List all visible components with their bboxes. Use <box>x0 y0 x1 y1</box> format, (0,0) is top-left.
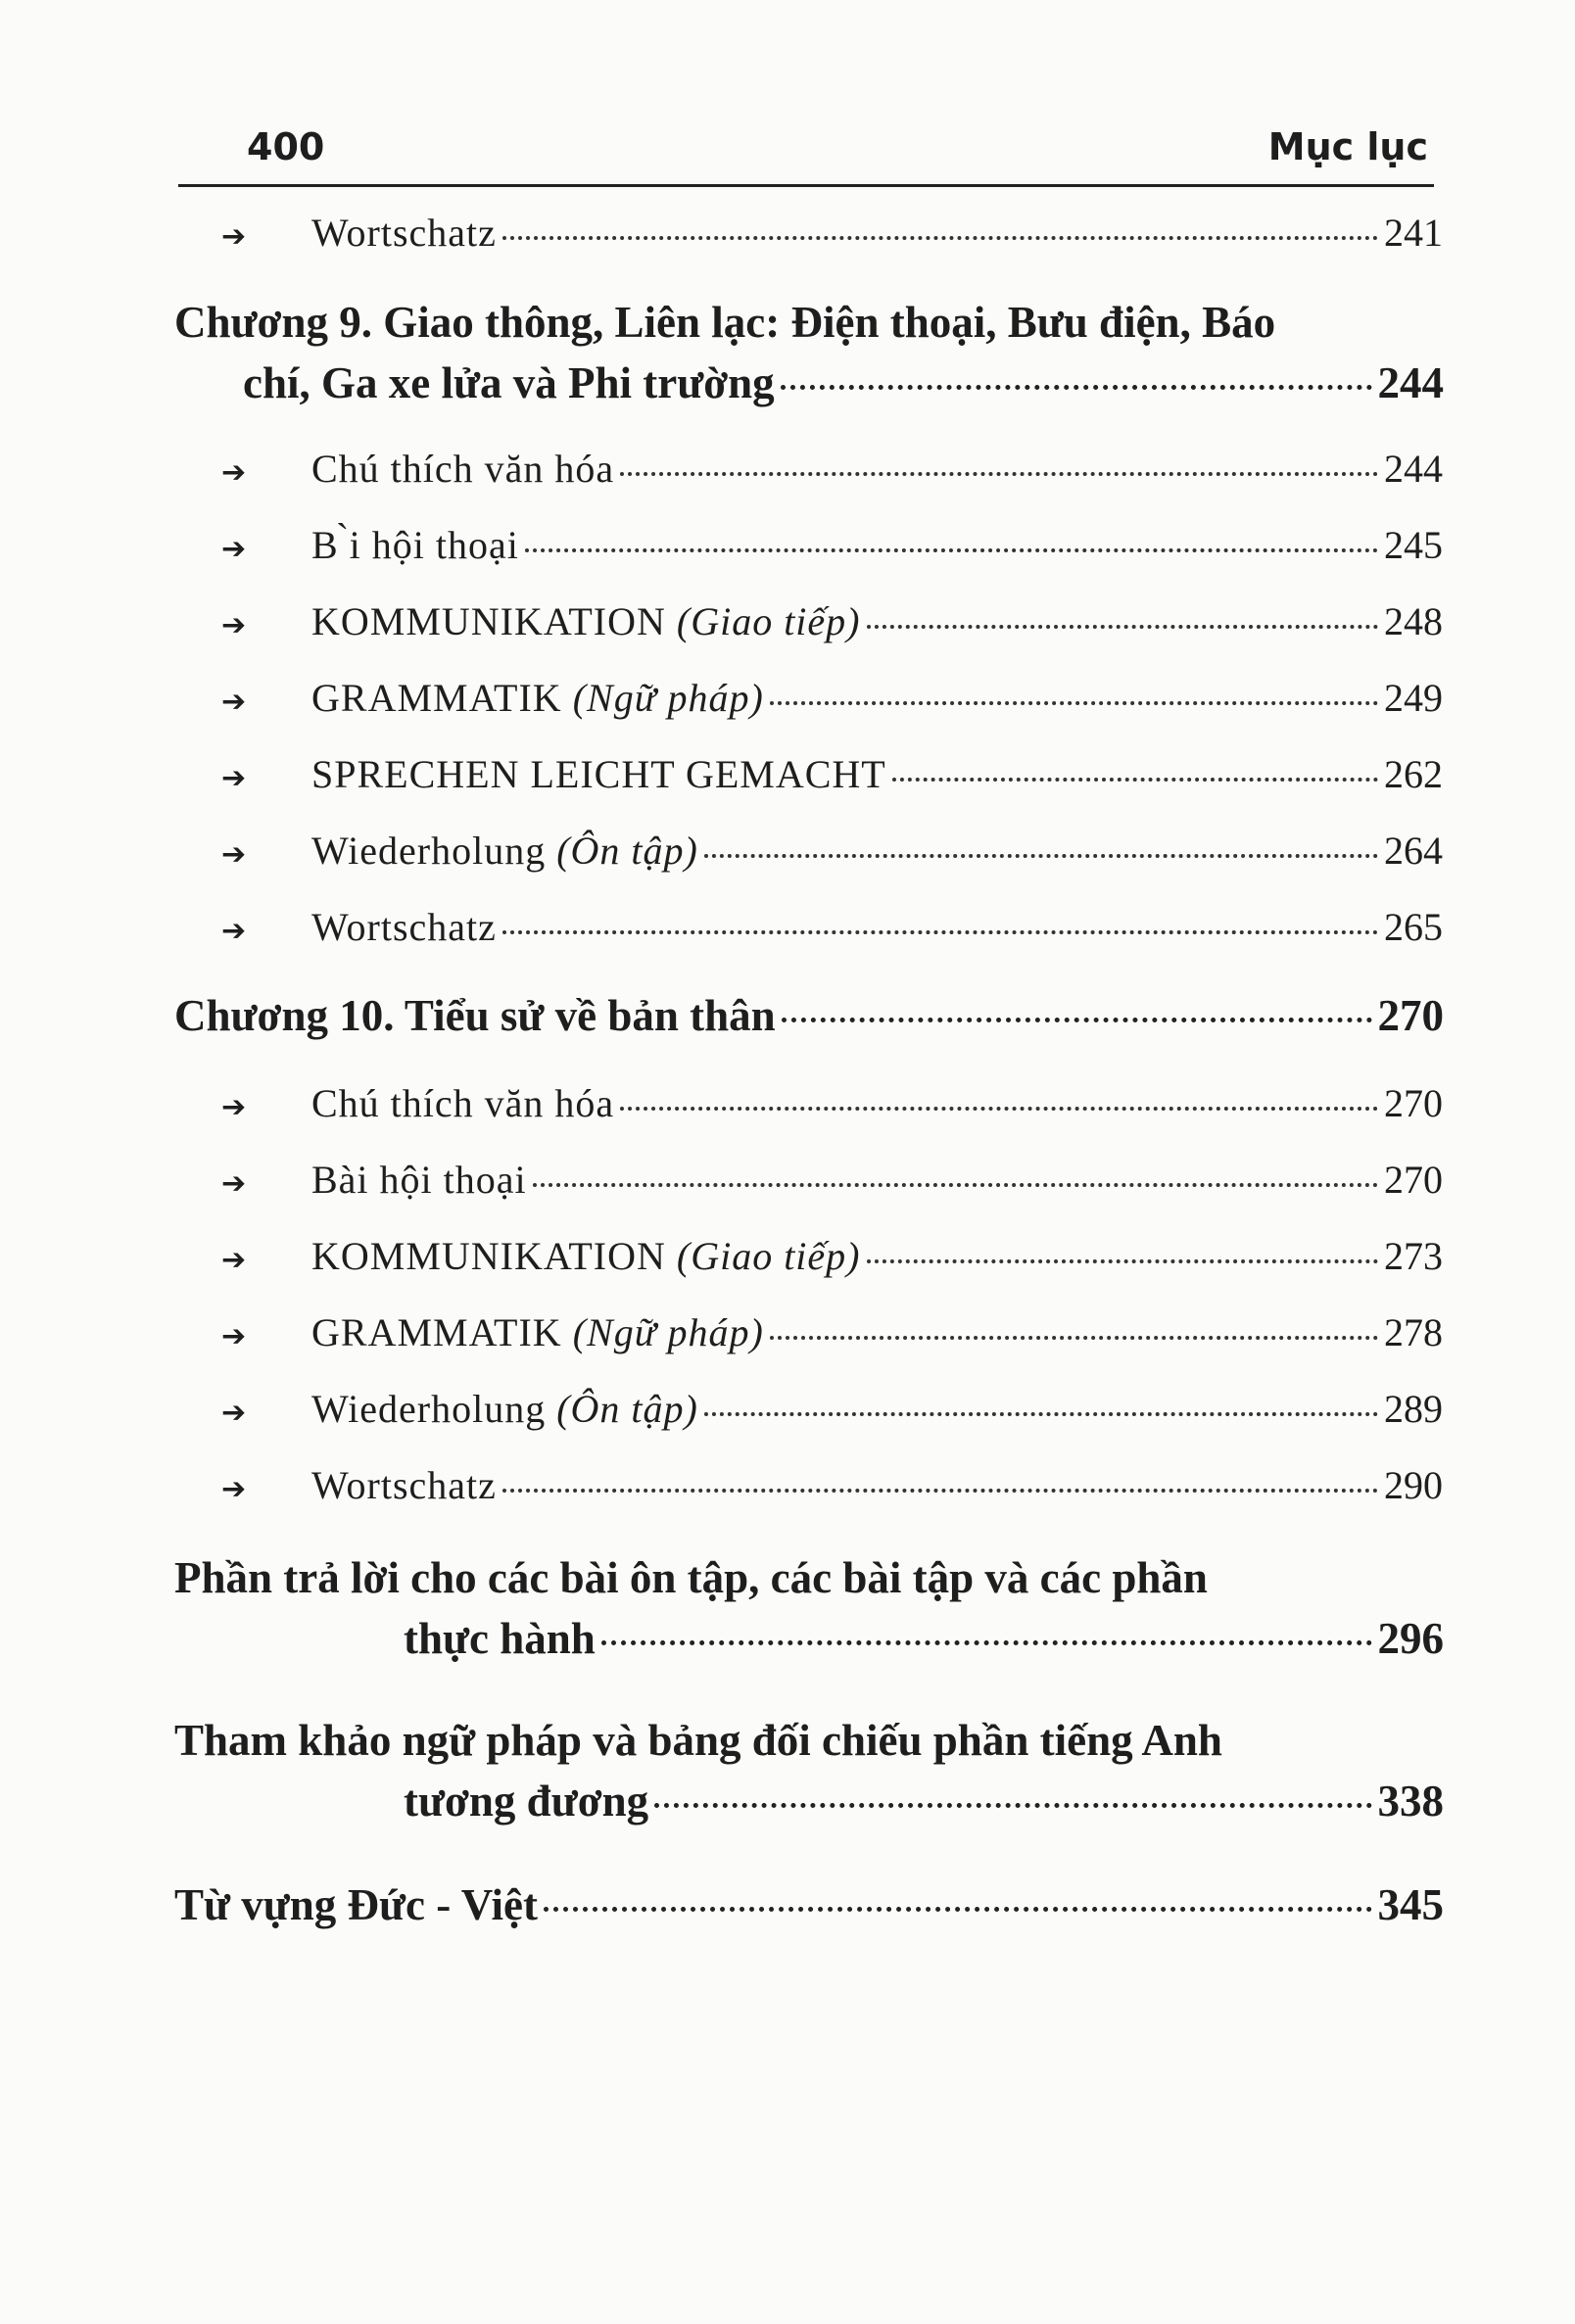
dot-leader <box>892 778 1378 782</box>
section-title-line2 <box>174 1771 1444 1831</box>
toc-chapter-10 <box>174 985 1444 1046</box>
arrow-icon: ➔ <box>221 1319 247 1353</box>
page-number: 400 <box>247 125 325 168</box>
section-title-line1: Phần trả lời cho các bài ôn tập, các bài tập và các phần <box>174 1553 1208 1602</box>
toc-entry-label: KOMMUNIKATION (Giao tiếp) <box>311 1234 861 1278</box>
toc-entry <box>221 1157 1443 1203</box>
toc-entry <box>221 446 1443 492</box>
toc-entry <box>221 1386 1443 1432</box>
arrow-icon: ➔ <box>221 219 247 254</box>
chapter-title-line1: Chương 9. Giao thông, Liên lạc: Điện thoại, Bưu điện, Báo <box>174 298 1276 347</box>
toc-entry-page: 241 <box>1384 211 1443 255</box>
dot-leader <box>533 1183 1378 1187</box>
section-page: 296 <box>1377 1614 1444 1663</box>
toc-entry-label: B ̀i hội thoại <box>311 523 519 567</box>
toc-entry-page: 244 <box>1384 447 1443 491</box>
arrow-icon: ➔ <box>221 1472 247 1506</box>
arrow-icon: ➔ <box>221 1396 247 1430</box>
toc-entry <box>221 828 1443 874</box>
dot-leader <box>544 1907 1372 1912</box>
chapter-title-continuation: chí, Ga xe lửa và Phi trường <box>243 358 775 407</box>
toc-entry-page: 290 <box>1384 1463 1443 1507</box>
section-title-line1: Tham khảo ngữ pháp và bảng đối chiếu phần tiếng Anh <box>174 1716 1222 1765</box>
toc-entry-label: Bài hội thoại <box>311 1158 527 1202</box>
toc-entry <box>221 1233 1443 1279</box>
toc-entry <box>221 1309 1443 1355</box>
toc-entry-label: GRAMMATIK (Ngữ pháp) <box>311 676 764 720</box>
section-title-line2 <box>174 1608 1444 1669</box>
arrow-icon: ➔ <box>221 1243 247 1277</box>
arrow-icon: ➔ <box>221 608 247 642</box>
toc-entry <box>221 1080 1443 1126</box>
arrow-icon: ➔ <box>221 685 247 719</box>
toc-entry-page: 278 <box>1384 1310 1443 1354</box>
toc-entry <box>221 751 1443 797</box>
chapter-page: 270 <box>1377 991 1444 1040</box>
section-title: Từ vựng Đức - Việt <box>174 1880 538 1929</box>
dot-leader <box>502 930 1378 934</box>
dot-leader <box>867 625 1379 629</box>
toc-entry-page: 289 <box>1384 1387 1443 1431</box>
dot-leader <box>770 701 1378 705</box>
section-title-continuation: tương đương <box>404 1777 649 1826</box>
arrow-icon: ➔ <box>221 837 247 872</box>
chapter-title-line2 <box>174 353 1444 413</box>
toc-entry-label: Chú thích văn hóa <box>311 1081 615 1125</box>
dot-leader <box>781 385 1372 390</box>
toc-entry-page: 270 <box>1384 1158 1443 1202</box>
toc-entry <box>221 598 1443 644</box>
chapter-page: 244 <box>1377 358 1444 407</box>
toc-entry-label: SPRECHEN LEICHT GEMACHT <box>311 752 886 796</box>
toc-entry <box>221 904 1443 950</box>
toc-entry-page: 245 <box>1384 523 1443 567</box>
chapter-title: Chương 10. Tiểu sử về bản thân <box>174 991 776 1040</box>
dot-leader <box>704 854 1378 858</box>
dot-leader <box>502 236 1378 240</box>
dot-leader <box>867 1259 1379 1263</box>
toc-entry-label: Wiederholung (Ôn tập) <box>311 829 698 873</box>
toc-entry <box>221 522 1443 568</box>
arrow-icon: ➔ <box>221 532 247 566</box>
toc-entry-page: 262 <box>1384 752 1443 796</box>
toc-entry-label: KOMMUNIKATION (Giao tiếp) <box>311 599 861 643</box>
section-page: 338 <box>1377 1777 1444 1826</box>
toc-entry-wortschatz-ch8 <box>221 210 1443 256</box>
arrow-icon: ➔ <box>221 761 247 795</box>
page-header <box>178 121 1434 187</box>
toc-entry-page: 248 <box>1384 599 1443 643</box>
toc-entry-page: 270 <box>1384 1081 1443 1125</box>
arrow-icon: ➔ <box>221 1090 247 1124</box>
toc-entry-page: 249 <box>1384 676 1443 720</box>
dot-leader <box>782 1018 1372 1022</box>
dot-leader <box>502 1489 1378 1493</box>
toc-entry-label: Wortschatz <box>311 905 497 949</box>
arrow-icon: ➔ <box>221 1166 247 1201</box>
dot-leader <box>601 1640 1372 1645</box>
dot-leader <box>704 1412 1378 1416</box>
section-page: 345 <box>1377 1880 1444 1929</box>
toc-entry-page: 264 <box>1384 829 1443 873</box>
toc-entry-label: Chú thích văn hóa <box>311 447 615 491</box>
toc-entry <box>221 675 1443 721</box>
toc-entry-page: 265 <box>1384 905 1443 949</box>
dot-leader <box>770 1336 1378 1340</box>
dot-leader <box>654 1803 1371 1808</box>
toc-entry-page: 273 <box>1384 1234 1443 1278</box>
toc-chapter-9 <box>174 292 1444 413</box>
toc-entry-label: Wortschatz <box>311 1463 497 1507</box>
chapter-title-line <box>174 985 1444 1046</box>
toc-entry <box>221 1462 1443 1508</box>
toc-entry-label: Wiederholung (Ôn tập) <box>311 1387 698 1431</box>
toc-entry-label: Wortschatz <box>311 211 497 255</box>
toc-entry-label: GRAMMATIK (Ngữ pháp) <box>311 1310 764 1354</box>
toc-section-grammar-reference <box>174 1710 1444 1831</box>
running-title: Mục lục <box>1267 125 1428 168</box>
section-title-line <box>174 1874 1444 1935</box>
dot-leader <box>620 1107 1378 1111</box>
arrow-icon: ➔ <box>221 914 247 948</box>
dot-leader <box>525 548 1378 552</box>
dot-leader <box>620 472 1378 476</box>
section-title-continuation: thực hành <box>404 1614 596 1663</box>
toc-section-answers <box>174 1547 1444 1669</box>
toc-section-vocabulary <box>174 1874 1444 1935</box>
arrow-icon: ➔ <box>221 455 247 490</box>
